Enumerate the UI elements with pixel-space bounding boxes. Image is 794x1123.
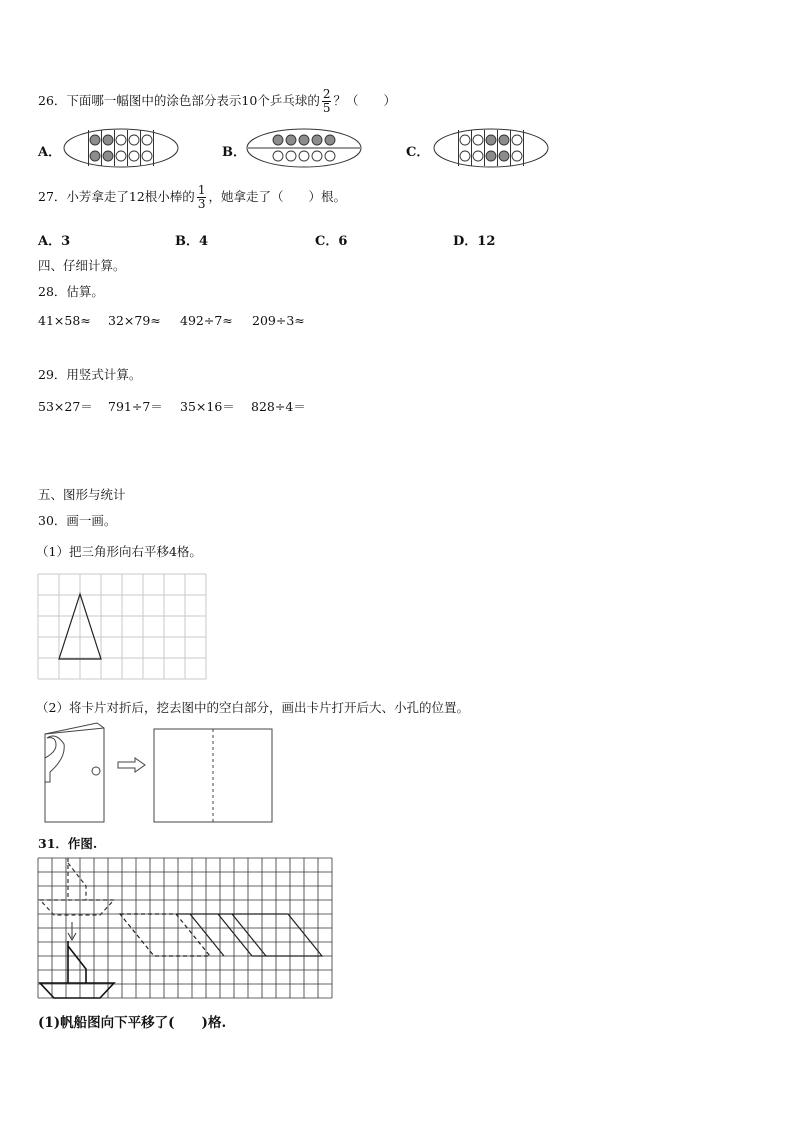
ball-empty bbox=[460, 151, 470, 161]
q27-fraction bbox=[197, 184, 207, 211]
q30-title: 30．画一画。 bbox=[38, 513, 117, 528]
q29-item-3: 35×16＝ bbox=[180, 399, 235, 414]
ball-empty bbox=[142, 135, 152, 145]
ball-empty bbox=[142, 151, 152, 161]
q27-stem bbox=[38, 184, 346, 211]
ball-empty bbox=[312, 151, 322, 161]
q30-part1: （1）把三角形向右平移4格。 bbox=[36, 544, 202, 559]
q28-item-4: 209÷3≈ bbox=[252, 313, 305, 328]
q27-option-a[interactable]: A．3 bbox=[38, 234, 71, 249]
triangle-grid-lines bbox=[38, 574, 206, 679]
q29-title: 29．用竖式计算。 bbox=[38, 367, 142, 382]
q26-text-before: 下面哪一幅图中的涂色部分表示10个乒乓球的 bbox=[66, 93, 320, 108]
q27-fraction-numerator: 1 bbox=[197, 183, 206, 197]
ball-empty bbox=[129, 135, 139, 145]
ball-shaded bbox=[103, 151, 113, 161]
q28-title: 28．估算。 bbox=[38, 284, 104, 299]
sailboat-grid-lines bbox=[38, 858, 332, 998]
sailboat-grid-figure[interactable] bbox=[38, 858, 340, 998]
q29-item-1: 53×27＝ bbox=[38, 399, 93, 414]
small-hole-icon bbox=[92, 767, 100, 775]
q26-number: 26． bbox=[38, 93, 67, 108]
q27-text-after: ，她拿走了（ ）根。 bbox=[208, 189, 346, 204]
folded-card-outline bbox=[45, 723, 104, 822]
q27-text-before: 小芳拿走了12根小棒的 bbox=[66, 189, 195, 204]
q27-option-b[interactable]: B．4 bbox=[175, 234, 209, 249]
q26-option-a-label[interactable]: A． bbox=[38, 145, 62, 160]
q28-item-1: 41×58≈ bbox=[38, 313, 91, 328]
triangle-grid-figure[interactable] bbox=[38, 574, 208, 680]
q26-fraction bbox=[322, 88, 332, 115]
q28-item-3: 492÷7≈ bbox=[180, 313, 233, 328]
q27-number: 27． bbox=[38, 189, 67, 204]
q31-title: 31．作图. bbox=[38, 836, 98, 851]
q26-option-c-figure[interactable] bbox=[432, 126, 552, 170]
folded-card-figure bbox=[42, 722, 278, 826]
right-arrow-icon bbox=[118, 758, 145, 772]
q26-option-b-figure[interactable] bbox=[245, 126, 365, 170]
ball-empty bbox=[512, 135, 522, 145]
sailboat-original bbox=[40, 858, 114, 915]
ball-empty bbox=[460, 135, 470, 145]
ball-shaded bbox=[90, 151, 100, 161]
ball-shaded bbox=[486, 151, 496, 161]
q27-option-d[interactable]: D．12 bbox=[453, 234, 496, 249]
folded-card-edge bbox=[45, 728, 104, 734]
q31-part1: (1)帆船图向下平移了( )格. bbox=[38, 1015, 227, 1031]
ball-shaded bbox=[499, 135, 509, 145]
ball-shaded bbox=[90, 135, 100, 145]
ball-empty bbox=[116, 135, 126, 145]
ball-shaded bbox=[299, 135, 309, 145]
ball-empty bbox=[286, 151, 296, 161]
section4-title: 四、仔细计算。 bbox=[38, 258, 126, 273]
q30-part2: （2）将卡片对折后，挖去图中的空白部分，画出卡片打开后大、小孔的位置。 bbox=[36, 700, 469, 715]
q26-text-after: ？（ ） bbox=[333, 93, 396, 108]
q26-fraction-denominator: 5 bbox=[322, 101, 331, 115]
ball-shaded bbox=[486, 135, 496, 145]
down-arrow-icon bbox=[68, 922, 76, 940]
section5-title: 五、图形与统计 bbox=[38, 487, 126, 502]
ball-empty bbox=[273, 151, 283, 161]
sailboat-translated bbox=[40, 941, 114, 998]
q27-fraction-denominator: 3 bbox=[197, 197, 206, 211]
ball-empty bbox=[473, 135, 483, 145]
ball-shaded bbox=[273, 135, 283, 145]
q26-fraction-numerator: 2 bbox=[322, 87, 331, 101]
q28-item-2: 32×79≈ bbox=[108, 313, 161, 328]
ball-shaded bbox=[499, 151, 509, 161]
q26-option-c-label[interactable]: C． bbox=[406, 145, 430, 160]
q26-option-b-label[interactable]: B． bbox=[222, 145, 246, 160]
ball-shaded bbox=[325, 135, 335, 145]
ball-empty bbox=[325, 151, 335, 161]
ball-empty bbox=[512, 151, 522, 161]
ball-shaded bbox=[286, 135, 296, 145]
ball-empty bbox=[116, 151, 126, 161]
ball-empty bbox=[473, 151, 483, 161]
q29-item-2: 791÷7＝ bbox=[108, 399, 163, 414]
q29-item-4: 828÷4＝ bbox=[251, 399, 306, 414]
ball-empty bbox=[129, 151, 139, 161]
q27-option-c[interactable]: C．6 bbox=[315, 234, 348, 249]
ball-shaded bbox=[312, 135, 322, 145]
q26-stem bbox=[38, 88, 396, 115]
q26-option-a-figure[interactable] bbox=[62, 126, 182, 170]
ball-empty bbox=[299, 151, 309, 161]
ball-shaded bbox=[103, 135, 113, 145]
